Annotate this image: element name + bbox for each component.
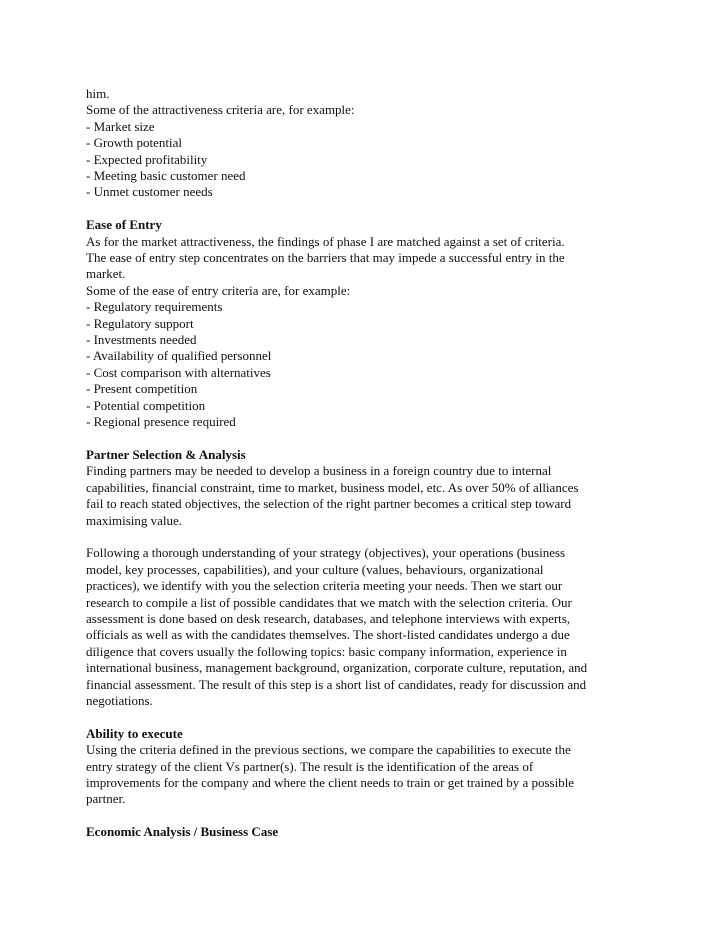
paragraph-gap xyxy=(86,709,646,725)
text-line: Some of the ease of entry criteria are, for example: xyxy=(86,282,351,298)
text-line: diligence that covers usually the following topics: basic company information, experience in xyxy=(86,643,567,659)
paragraph-gap xyxy=(86,529,646,545)
text-line: him. xyxy=(86,86,110,101)
text-line: financial assessment. The result of this step is a short list of candidates, ready for discussion and xyxy=(86,676,587,692)
text-line: Finding partners may be needed to develop a business in a foreign country due to internal xyxy=(86,463,552,479)
list-item: - Investments needed xyxy=(86,332,197,348)
text-line: maximising value. xyxy=(86,512,183,528)
text-line: assessment is done based on desk research, databases, and telephone interviews with experts, xyxy=(86,610,571,626)
text-line: Using the criteria defined in the previous sections, we compare the capabilities to execute the xyxy=(86,742,571,758)
list-item: - Meeting basic customer need xyxy=(86,168,246,184)
intro-section xyxy=(86,86,646,201)
text-line: practices), we identify with you the selection criteria meeting your needs. Then we start our xyxy=(86,578,563,594)
section-heading: Ability to execute xyxy=(86,725,183,741)
text-line: improvements for the company and where the client needs to train or get trained by a possible xyxy=(86,775,575,790)
list-item: - Availability of qualified personnel xyxy=(86,348,272,364)
text-line: negotiations. xyxy=(86,692,153,708)
list-item: - Expected profitability xyxy=(86,151,208,167)
text-line: Some of the attractiveness criteria are, for example: xyxy=(86,102,355,118)
text-line: entry strategy of the client Vs partner(s). The result is the identification of the areas of xyxy=(86,758,534,774)
text-line: As for the market attractiveness, the findings of phase I are matched against a set of criteria. xyxy=(86,233,565,249)
text-line: research to compile a list of possible candidates that we match with the selection criteria. Our xyxy=(86,594,572,610)
text-line: fail to reach stated objectives, the selection of the right partner becomes a critical step toward xyxy=(86,496,572,512)
list-item: - Potential competition xyxy=(86,397,206,413)
paragraph-gap xyxy=(86,201,646,217)
section-heading: Partner Selection & Analysis xyxy=(86,446,246,462)
ease-of-entry-section xyxy=(86,217,646,430)
partner-selection-section xyxy=(86,447,646,709)
list-item: - Present competition xyxy=(86,381,198,397)
list-item: - Market size xyxy=(86,118,155,134)
ability-to-execute-section xyxy=(86,726,646,808)
list-item: - Cost comparison with alternatives xyxy=(86,364,271,380)
text-line: partner. xyxy=(86,791,126,807)
list-item: - Regional presence required xyxy=(86,414,236,430)
text-line: officials as well as with the candidates themselves. The short-listed candidates undergo a due xyxy=(86,627,570,643)
text-line: Following a thorough understanding of your strategy (objectives), your operations (business xyxy=(86,545,566,561)
document-page xyxy=(86,86,646,841)
section-heading: Ease of Entry xyxy=(86,217,162,233)
list-item: - Unmet customer needs xyxy=(86,184,213,200)
text-line: international business, management background, organization, corporate culture, reputation, and xyxy=(86,660,588,676)
paragraph-gap xyxy=(86,808,646,824)
economic-analysis-section xyxy=(86,824,646,840)
text-line: capabilities, financial constraint, time to market, business model, etc. As over 50% of alliances xyxy=(86,479,579,495)
paragraph-gap xyxy=(86,431,646,447)
text-line: market. xyxy=(86,266,126,282)
text-line: The ease of entry step concentrates on the barriers that may impede a successful entry in the xyxy=(86,250,565,266)
list-item: - Regulatory requirements xyxy=(86,299,223,315)
text-line: model, key processes, capabilities), and your culture (values, behaviours, organizational xyxy=(86,561,544,577)
section-heading: Economic Analysis / Business Case xyxy=(86,824,279,840)
list-item: - Growth potential xyxy=(86,135,183,151)
list-item: - Regulatory support xyxy=(86,315,194,331)
